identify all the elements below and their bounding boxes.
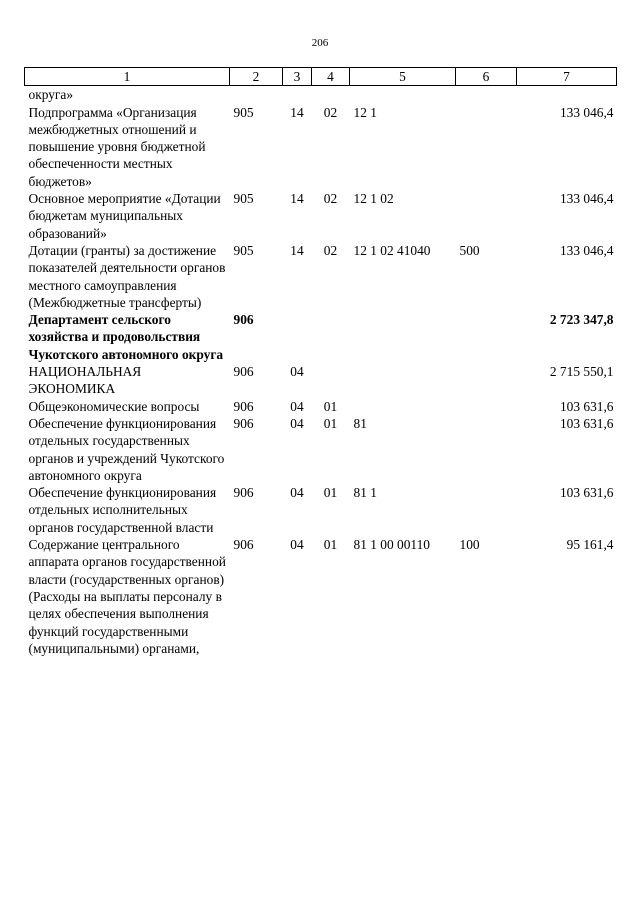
row-section-code: 04 [290, 415, 304, 431]
row-expense-type [456, 104, 517, 190]
row-name: Обеспечение функционирования отдельных государственных органов и учреждений Чукотского автономного округа [28, 415, 225, 483]
table-header-row [25, 68, 617, 86]
row-ministry-code: 906 [233, 485, 254, 501]
row-ministry-code: 905 [233, 104, 254, 120]
row-name: Содержание центрального аппарата органов государственной власти (государственных органов) (Расходы на выплаты персоналу в целях обеспечения выполнения функций государственными (муниципальными) органами, [28, 537, 226, 656]
header-col-5: 5 [350, 68, 456, 86]
row-expense-type: 100 [459, 537, 480, 553]
row-target-article: 12 1 02 41040 [353, 242, 431, 258]
row-amount: 103 631,6 [559, 485, 614, 501]
table-row [25, 484, 617, 536]
header-col-2: 2 [230, 68, 283, 86]
table-row [25, 242, 617, 311]
row-subsection-code [312, 311, 350, 363]
table-row [25, 190, 617, 242]
row-amount: 133 046,4 [559, 191, 614, 207]
header-col-1: 1 [25, 68, 230, 86]
row-amount [517, 86, 617, 104]
row-ministry-code: 906 [233, 415, 254, 431]
row-section-code: 14 [290, 104, 304, 120]
row-name: Подпрограмма «Организация межбюджетных отношений и повышение уровня бюджетной обеспеченности местных бюджетов» [28, 104, 206, 189]
row-section-code: 04 [290, 485, 304, 501]
row-subsection-code: 01 [323, 485, 338, 501]
row-ministry-code: 906 [233, 537, 254, 553]
row-name: Обеспечение функционирования отдельных исполнительных органов государственной власти [28, 485, 217, 535]
table-row [25, 398, 617, 415]
row-expense-type [456, 363, 517, 398]
table-row [25, 104, 617, 190]
table-row [25, 415, 617, 484]
table-row [25, 536, 617, 657]
row-subsection-code: 01 [323, 398, 338, 414]
row-name: Основное мероприятие «Дотации бюджетам муниципальных образований» [28, 191, 221, 241]
row-section-code [283, 86, 312, 104]
row-expense-type: 500 [459, 242, 480, 258]
row-name: Дотации (гранты) за достижение показателей деятельности органов местного самоуправления (Межбюджетные трансферты) [28, 242, 226, 310]
row-expense-type [456, 311, 517, 363]
header-col-7: 7 [517, 68, 617, 86]
row-subsection-code: 02 [323, 191, 338, 207]
header-col-4: 4 [312, 68, 350, 86]
row-section-code: 14 [290, 191, 304, 207]
row-amount: 133 046,4 [559, 104, 614, 120]
row-section-code: 04 [290, 398, 304, 414]
row-name: Общеэкономические вопросы [28, 398, 200, 414]
row-expense-type [456, 190, 517, 242]
table-row [25, 86, 617, 104]
row-expense-type [456, 86, 517, 104]
row-amount: 103 631,6 [559, 398, 614, 414]
header-col-6: 6 [456, 68, 517, 86]
table-body [25, 86, 617, 657]
row-target-article: 81 1 [353, 485, 377, 501]
table-row [25, 311, 617, 363]
row-section-code: 14 [290, 242, 304, 258]
row-target-article [350, 398, 456, 415]
row-amount: 2 723 347,8 [549, 312, 614, 328]
row-expense-type [456, 415, 517, 484]
table-row [25, 363, 617, 398]
row-subsection-code: 01 [323, 537, 338, 553]
row-target-article: 12 1 02 [353, 191, 394, 207]
row-name: НАЦИОНАЛЬНАЯ ЭКОНОМИКА [28, 364, 142, 397]
row-ministry-code [230, 86, 283, 104]
row-ministry-code: 905 [233, 242, 254, 258]
row-ministry-code: 906 [233, 364, 254, 380]
row-subsection-code: 01 [323, 415, 338, 431]
row-expense-type [456, 484, 517, 536]
row-subsection-code [312, 363, 350, 398]
row-subsection-code: 02 [323, 104, 338, 120]
row-name: Департамент сельского хозяйства и продовольствия Чукотского автономного округа [28, 312, 224, 362]
row-subsection-code [312, 86, 350, 104]
row-target-article [350, 311, 456, 363]
row-amount: 103 631,6 [559, 415, 614, 431]
row-target-article: 12 1 [353, 104, 377, 120]
header-col-3: 3 [283, 68, 312, 86]
row-ministry-code: 905 [233, 191, 254, 207]
row-target-article [350, 363, 456, 398]
budget-table [24, 67, 617, 657]
row-amount: 2 715 550,1 [549, 364, 614, 380]
row-section-code: 04 [290, 537, 304, 553]
row-amount: 133 046,4 [559, 242, 614, 258]
row-target-article: 81 1 00 00110 [353, 537, 430, 553]
row-name: округа» [28, 87, 74, 103]
row-target-article [350, 86, 456, 104]
row-amount: 95 161,4 [566, 537, 614, 553]
page-number: 206 [311, 37, 329, 49]
row-ministry-code: 906 [233, 398, 254, 414]
row-section-code [283, 311, 312, 363]
row-ministry-code: 906 [233, 312, 254, 328]
row-expense-type [456, 398, 517, 415]
row-target-article: 81 [353, 415, 367, 431]
row-subsection-code: 02 [323, 242, 338, 258]
row-section-code: 04 [290, 364, 304, 380]
